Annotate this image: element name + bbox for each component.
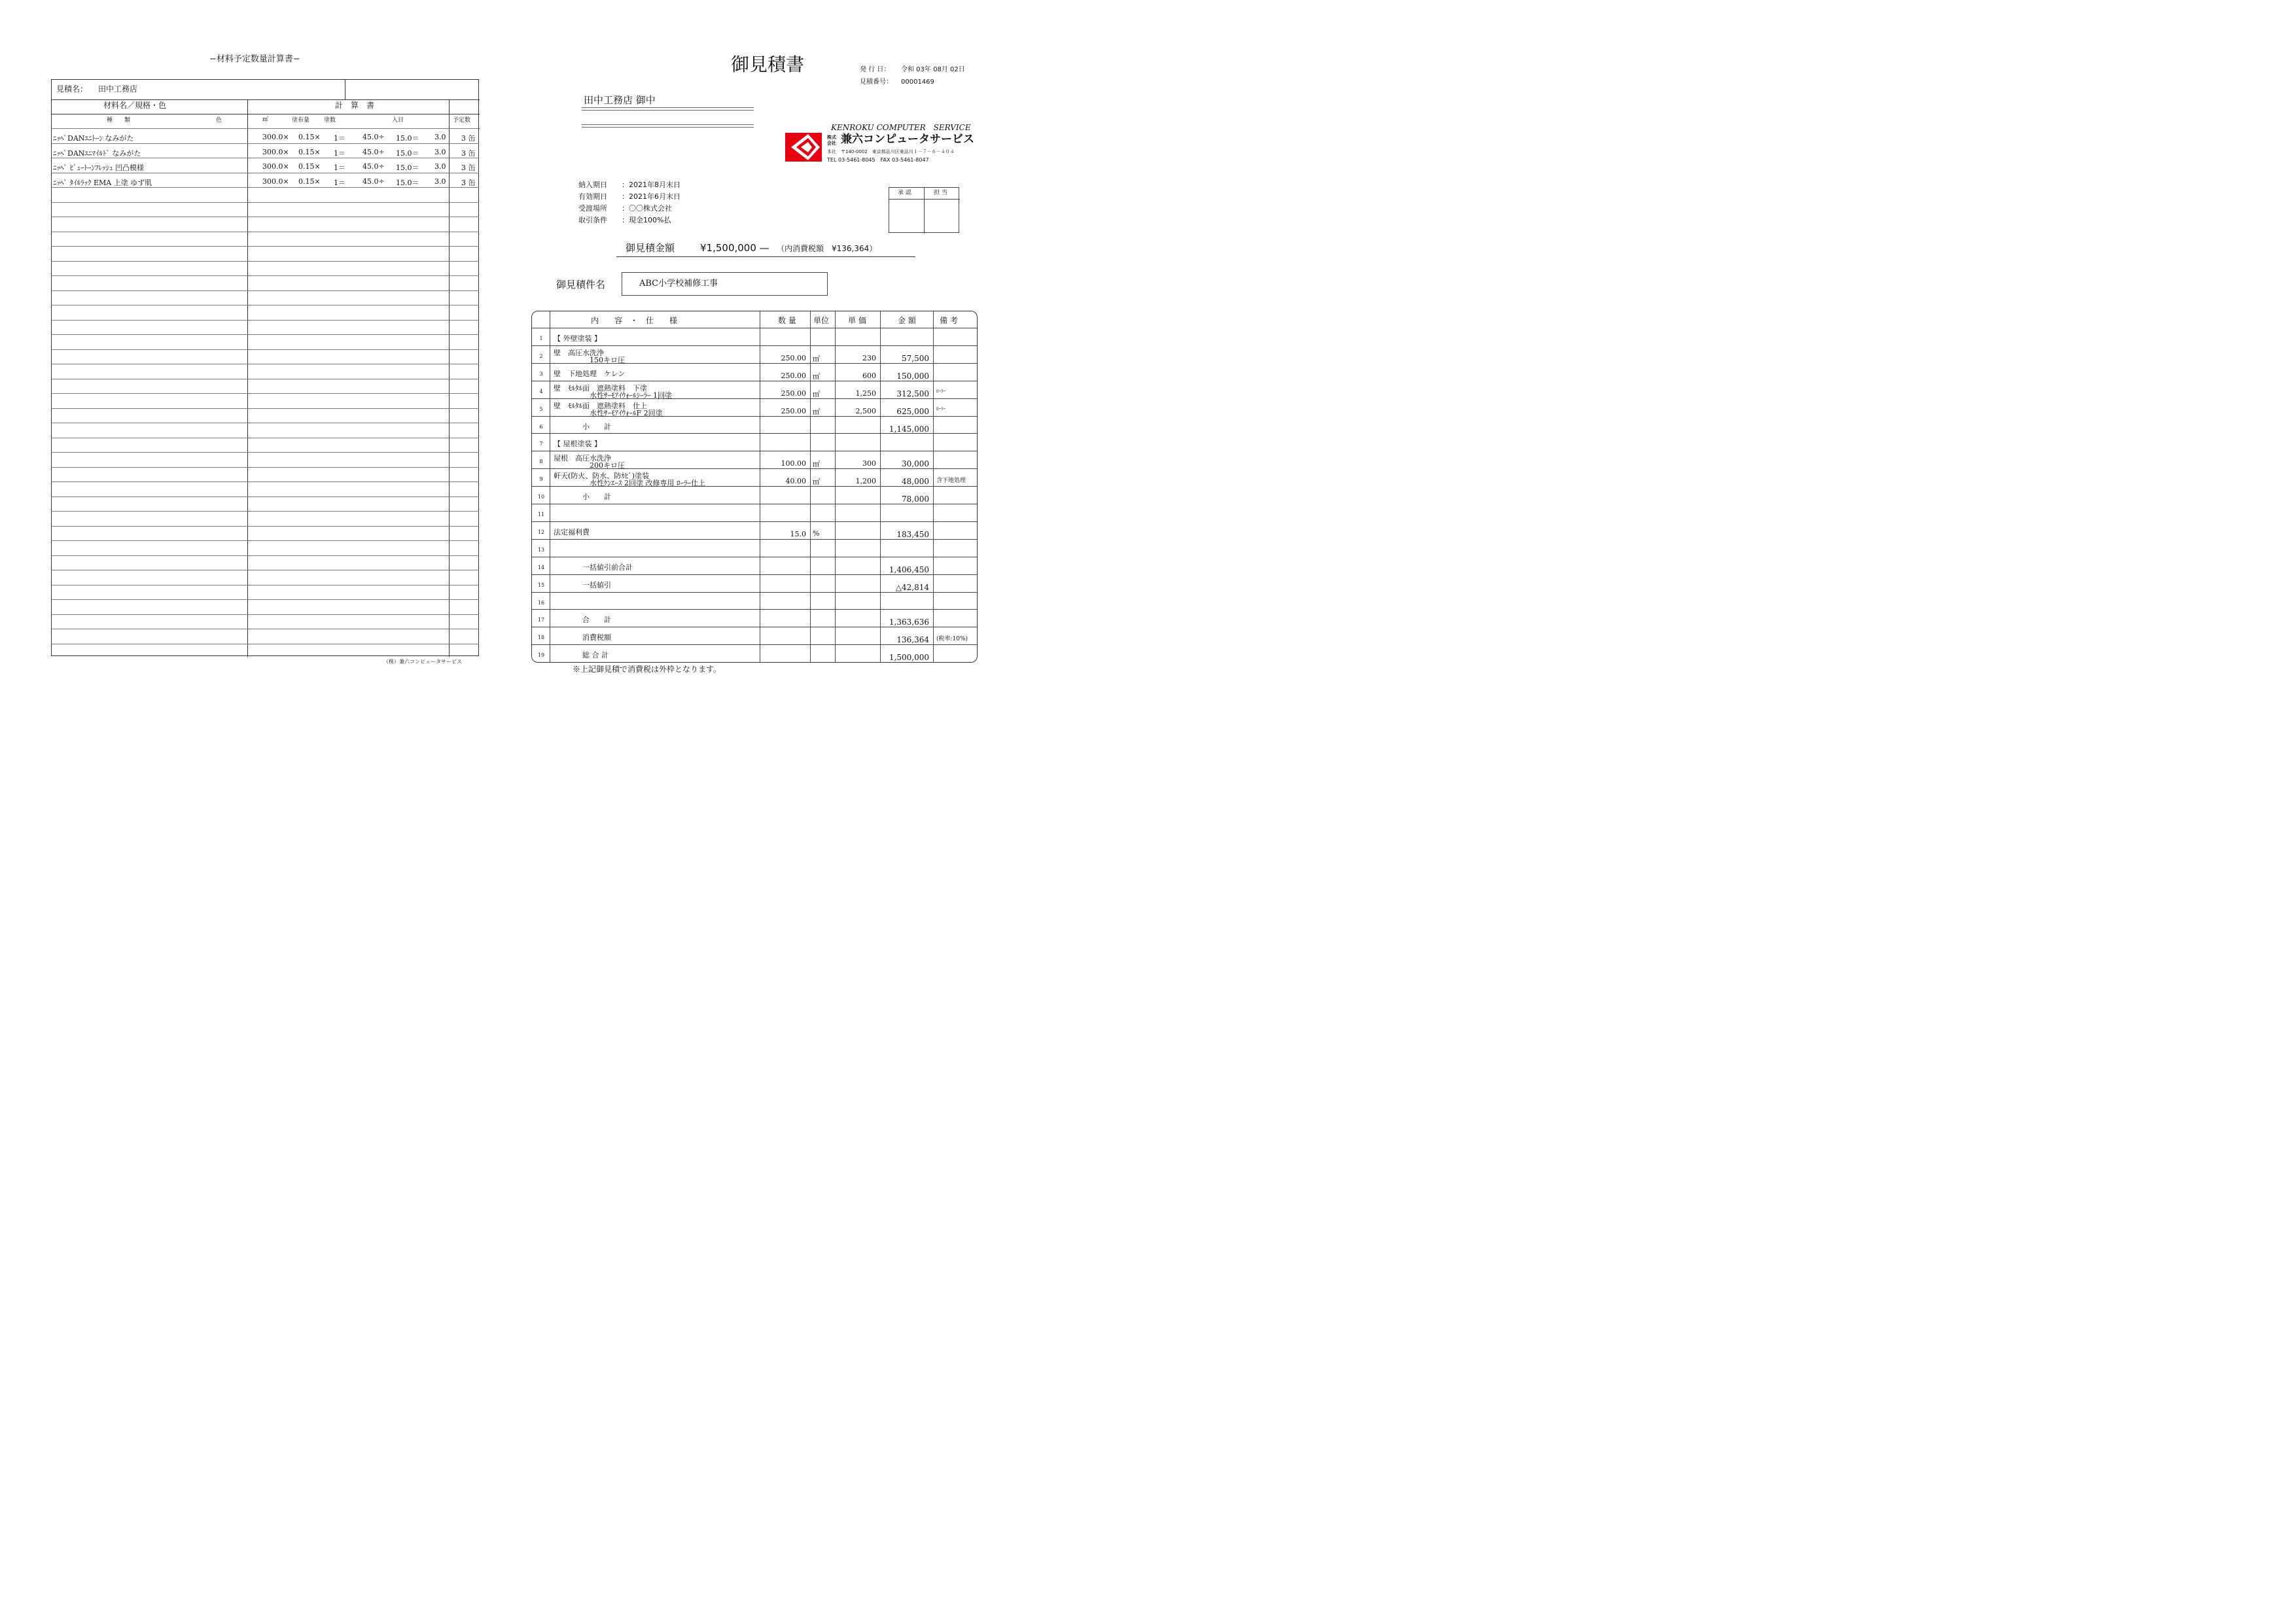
estimate-amount: 48,000 <box>902 477 929 487</box>
estimate-no: 1 <box>539 336 543 341</box>
material-row <box>51 187 479 202</box>
estimate-qty: 250.00 <box>781 371 806 380</box>
th-price: 単 価 <box>848 316 866 325</box>
term-label: 納入期日 <box>578 181 607 189</box>
estimate-l2: 水性ｹﾝｴｰｽ 2回塗 改修専用 ﾛｰﾗｰ仕上 <box>590 479 705 488</box>
estimate-name-value: 田中工務店 <box>98 84 138 94</box>
sub-m2: ㎡ <box>262 116 269 123</box>
estimate-qty: 15.0 <box>790 529 806 538</box>
th-content: 内 容 ・ 仕 様 <box>591 316 678 325</box>
material-row <box>51 158 479 173</box>
estimate-unit: ㎡ <box>813 354 820 363</box>
estimate-no: 10 <box>537 494 545 500</box>
term-value: ：2021年8月末日 <box>622 181 680 189</box>
stamp-approve: 承 認 <box>898 190 911 196</box>
estimate-l1: 壁 ﾓﾙﾀﾙ面 遮熱塗料 仕上 <box>554 401 647 410</box>
material-row <box>51 334 479 349</box>
estimate-row <box>532 328 977 346</box>
estimate-l2: 水性ｻｰﾓｱｲｳｫｰﾙF 2回塗 <box>590 408 663 417</box>
estimate-amount: 1,145,000 <box>889 424 929 434</box>
estimate-amount: 136,364 <box>896 635 929 645</box>
estimate-row <box>532 363 977 381</box>
th-note: 備 考 <box>940 316 958 325</box>
estimate-price: 1,200 <box>855 477 876 486</box>
material-row <box>51 143 479 158</box>
estimate-name-label: 見積名： <box>56 84 88 94</box>
estimate-amount: 183,450 <box>896 529 929 539</box>
estimate-price: 230 <box>862 353 876 362</box>
estimate-l1: 一括値引前合計 <box>554 563 633 572</box>
material-row <box>51 305 479 320</box>
estimate-no: 3 <box>539 370 543 377</box>
material-rate: 0.15× <box>298 133 321 141</box>
estimate-l1: 総 合 計 <box>554 651 609 660</box>
company-name: 兼六コンピュータサービス <box>841 133 974 146</box>
footnote: ※上記御見積で消費税は外枠となります。 <box>573 665 722 674</box>
estimate-no: 2 <box>539 353 543 359</box>
estimate-no: 16 <box>537 599 545 606</box>
th-unit: 単位 <box>813 316 830 325</box>
material-a: 45.0÷ <box>362 162 385 171</box>
estimate-amount: 1,500,000 <box>889 653 929 663</box>
estimate-l1: 壁 高圧水洗浄 <box>554 348 604 357</box>
material-m2: 300.0× <box>262 133 289 141</box>
estimate-no: 8 <box>539 459 543 465</box>
material-row <box>51 349 479 364</box>
term-label: 受渡場所 <box>578 204 607 213</box>
col-calc-header: 計 算 書 <box>335 101 375 110</box>
issue-date: 令和 03年 08月 02日 <box>901 66 965 73</box>
estimate-no: 19 <box>537 652 545 659</box>
material-row <box>51 364 479 379</box>
estimate-row <box>532 539 977 557</box>
estimate-l1: 軒天(防火、防水、防ｶﾋﾞ)塗装 <box>554 472 650 481</box>
estimate-l1: 一括値引 <box>554 580 611 589</box>
estimate-unit: ㎡ <box>813 372 820 381</box>
material-row <box>51 202 479 217</box>
estimate-no: 14 <box>537 564 545 570</box>
material-a: 45.0÷ <box>362 147 385 156</box>
sub-planned: 予定数 <box>453 117 471 124</box>
estimate-row <box>532 557 977 575</box>
term-value: ：〇〇株式会社 <box>622 204 672 213</box>
client-name: 田中工務店 御中 <box>584 94 656 106</box>
th-qty: 数 量 <box>778 316 796 325</box>
material-name: ﾆｯﾍﾟ ﾀｲﾙﾗｯｸ EMA 上塗 ゆず肌 <box>53 178 152 187</box>
estimate-price: 1,250 <box>855 389 876 398</box>
material-row <box>51 379 479 394</box>
estimate-row <box>532 521 977 540</box>
estimate-no: 17 <box>537 617 545 623</box>
material-m2: 300.0× <box>262 162 289 171</box>
amount-label: 御見積金額 <box>626 242 675 254</box>
estimate-unit: ㎡ <box>813 460 820 469</box>
material-name: ﾆｯﾍﾟDANﾕﾆﾏｲﾙﾄﾞ なみがた <box>53 148 141 158</box>
material-row <box>51 232 479 247</box>
estimate-no: 15 <box>537 582 545 588</box>
amount-underline <box>616 256 915 257</box>
material-coats: 1＝ <box>334 164 345 172</box>
estimate-l1: 壁 下地処理 ケレン <box>554 369 626 378</box>
company-tel: TEL 03-5461-8045 FAX 03-5461-8047 <box>827 157 929 163</box>
material-coats: 1＝ <box>334 134 345 143</box>
material-row <box>51 497 479 512</box>
estimate-l1: 【 外壁塗装 】 <box>554 334 601 343</box>
material-row <box>51 173 479 188</box>
company-logo-icon <box>785 133 822 162</box>
material-row <box>51 261 479 276</box>
estimate-l2: 200キロ圧 <box>590 461 625 470</box>
term-label: 有効期日 <box>578 192 607 201</box>
material-row <box>51 614 479 629</box>
material-qty: 3 缶 <box>461 134 476 143</box>
estimate-qty: 250.00 <box>781 406 806 415</box>
stamp-box <box>889 187 959 233</box>
material-row <box>51 467 479 482</box>
estimate-no: 18 <box>537 635 545 641</box>
estimate-note: ﾛｰﾗｰ <box>936 406 945 411</box>
estimate-no: 7 <box>539 441 543 447</box>
material-c: 3.0 <box>434 133 446 141</box>
estimate-row <box>532 381 977 399</box>
material-row <box>51 128 479 143</box>
estimate-row <box>532 609 977 627</box>
material-row <box>51 481 479 497</box>
estimate-price: 2,500 <box>855 406 876 415</box>
material-c: 3.0 <box>434 162 446 171</box>
estimate-row <box>532 592 977 610</box>
material-row <box>51 585 479 600</box>
estimate-amount: 312,500 <box>896 389 929 398</box>
material-b: 15.0＝ <box>396 148 419 158</box>
estimate-l2: 水性ｻｰﾓｱｲｳｫｰﾙｼｰﾗｰ 1回塗 <box>590 391 672 400</box>
material-row <box>51 217 479 232</box>
estimate-amount: 30,000 <box>902 459 929 469</box>
tax-note: （内消費税額 ¥136,364） <box>777 244 877 253</box>
estimate-price: 600 <box>862 371 876 380</box>
estimate-note: (税率:10%) <box>936 636 968 643</box>
material-rate: 0.15× <box>298 177 321 186</box>
estimate-l1: 消費税額 <box>554 633 611 642</box>
company-kabushiki: 株式 会社 <box>827 135 836 146</box>
sub-kind: 種 類 <box>107 117 131 124</box>
estimate-row <box>532 451 977 469</box>
project-label: 御見積件名 <box>556 279 606 290</box>
material-c: 3.0 <box>434 147 446 156</box>
materials-title: −材料予定数量計算書− <box>209 54 300 64</box>
material-row <box>51 438 479 453</box>
material-b: 15.0＝ <box>396 164 419 172</box>
material-row <box>51 511 479 526</box>
estimate-unit: ㎡ <box>813 407 820 416</box>
sub-coverage: 塗布量 <box>292 117 310 124</box>
col-material-header: 材料名／規格・色 <box>103 101 167 110</box>
estimate-amount: 1,363,636 <box>889 618 929 627</box>
material-row <box>51 555 479 570</box>
estimate-no: 6 <box>539 423 543 430</box>
material-row <box>51 629 479 644</box>
estimate-l1: 壁 ﾓﾙﾀﾙ面 遮熱塗料 下塗 <box>554 383 647 393</box>
estimate-note: 含下地処理 <box>936 478 966 485</box>
material-qty: 3 缶 <box>461 164 476 172</box>
material-m2: 300.0× <box>262 177 289 186</box>
sub-color: 色 <box>216 117 222 124</box>
estimate-unit: ㎡ <box>813 389 820 398</box>
estimate-amount: 625,000 <box>896 406 929 416</box>
stamp-charge: 担 当 <box>934 190 947 196</box>
material-name: ﾆｯﾍﾟ ﾋﾞｭｰﾄｰﾝﾌﾚｯｼｭ 凹凸模様 <box>53 164 144 172</box>
material-row <box>51 320 479 335</box>
material-rate: 0.15× <box>298 162 321 171</box>
estimate-row <box>532 486 977 504</box>
estimate-l1: 小 計 <box>554 493 611 502</box>
estimate-l1: 屋根 高圧水洗浄 <box>554 454 611 463</box>
estimate-l2: 150キロ圧 <box>590 355 625 364</box>
material-row <box>51 570 479 585</box>
estimate-unit: ㎡ <box>813 478 820 487</box>
estimate-row <box>532 416 977 434</box>
client-underline <box>582 107 754 111</box>
estimate-no: 4 <box>539 388 543 394</box>
estimate-l1: 合 計 <box>554 616 611 625</box>
estimate-unit: % <box>813 529 820 538</box>
estimate-qty: 40.00 <box>785 477 806 486</box>
estimate-amount: 57,500 <box>902 353 929 363</box>
estimate-row <box>532 574 977 593</box>
estimate-row <box>532 644 977 663</box>
material-row <box>51 246 479 261</box>
material-qty: 3 缶 <box>461 148 476 158</box>
sub-content: 入目 <box>392 117 404 124</box>
estimate-qty: 250.00 <box>781 353 806 362</box>
estimate-l1: 小 計 <box>554 422 611 431</box>
material-b: 15.0＝ <box>396 134 419 143</box>
material-row <box>51 290 479 305</box>
project-name: ABC小学校補修工事 <box>639 279 718 288</box>
company-en: KENROKU COMPUTER SERVICE <box>831 123 971 132</box>
material-row <box>51 408 479 423</box>
number-label: 見積番号： <box>860 79 892 86</box>
th-amount: 金 額 <box>898 316 916 325</box>
material-row <box>51 644 479 659</box>
estimate-amount: 78,000 <box>902 495 929 504</box>
estimate-row <box>532 345 977 364</box>
estimate-no: 11 <box>537 512 545 517</box>
material-a: 45.0÷ <box>362 177 385 186</box>
estimate-no: 13 <box>537 546 545 553</box>
term-value: ：2021年6月末日 <box>622 192 680 201</box>
estimate-row <box>532 504 977 522</box>
estimate-row <box>532 398 977 417</box>
issue-label: 発 行 日： <box>860 66 891 73</box>
estimate-no: 12 <box>537 529 545 535</box>
materials-footer: （株）兼六コンピュータサービス <box>383 659 462 665</box>
estimate-no: 9 <box>539 476 543 483</box>
estimate-no: 5 <box>539 406 543 412</box>
estimate-number: 00001469 <box>901 79 934 86</box>
material-a: 45.0÷ <box>362 133 385 141</box>
estimate-row <box>532 627 977 645</box>
material-name: ﾆｯﾍﾟDANﾕﾆﾄｰﾝ なみがた <box>53 134 134 143</box>
estimate-row <box>532 433 977 451</box>
sub-coats: 塗数 <box>324 117 336 124</box>
material-row <box>51 599 479 614</box>
estimate-amount: 150,000 <box>896 371 929 381</box>
client-blank-line <box>582 124 754 128</box>
estimate-qty: 250.00 <box>781 389 806 398</box>
estimate-amount: 1,406,450 <box>889 565 929 574</box>
material-row <box>51 393 479 408</box>
material-b: 15.0＝ <box>396 178 419 187</box>
material-row <box>51 275 479 290</box>
estimate-note: ﾛｰﾗｰ <box>936 388 945 394</box>
amount-value: ¥1,500,000 — <box>700 242 769 254</box>
estimate-amount: △42,814 <box>895 582 929 592</box>
estimate-row <box>532 468 977 487</box>
material-coats: 1＝ <box>334 148 345 158</box>
company-address: 本社 〒140-0002 東京都品川区東品川１－７－６－４０４ <box>827 149 955 154</box>
estimate-l1: 【 屋根塗装 】 <box>554 440 601 449</box>
term-label: 取引条件 <box>578 216 607 224</box>
material-c: 3.0 <box>434 177 446 186</box>
estimate-price: 300 <box>862 459 876 468</box>
term-value: ：現金100%払 <box>622 216 671 224</box>
material-row <box>51 526 479 541</box>
material-m2: 300.0× <box>262 147 289 156</box>
material-row <box>51 423 479 438</box>
material-rate: 0.15× <box>298 147 321 156</box>
material-row <box>51 452 479 467</box>
estimate-qty: 100.00 <box>781 459 806 468</box>
estimate-title: 御見積書 <box>731 54 805 75</box>
material-row <box>51 540 479 555</box>
estimate-l1: 法定福利費 <box>554 527 590 536</box>
material-qty: 3 缶 <box>461 178 476 187</box>
material-coats: 1＝ <box>334 178 345 187</box>
